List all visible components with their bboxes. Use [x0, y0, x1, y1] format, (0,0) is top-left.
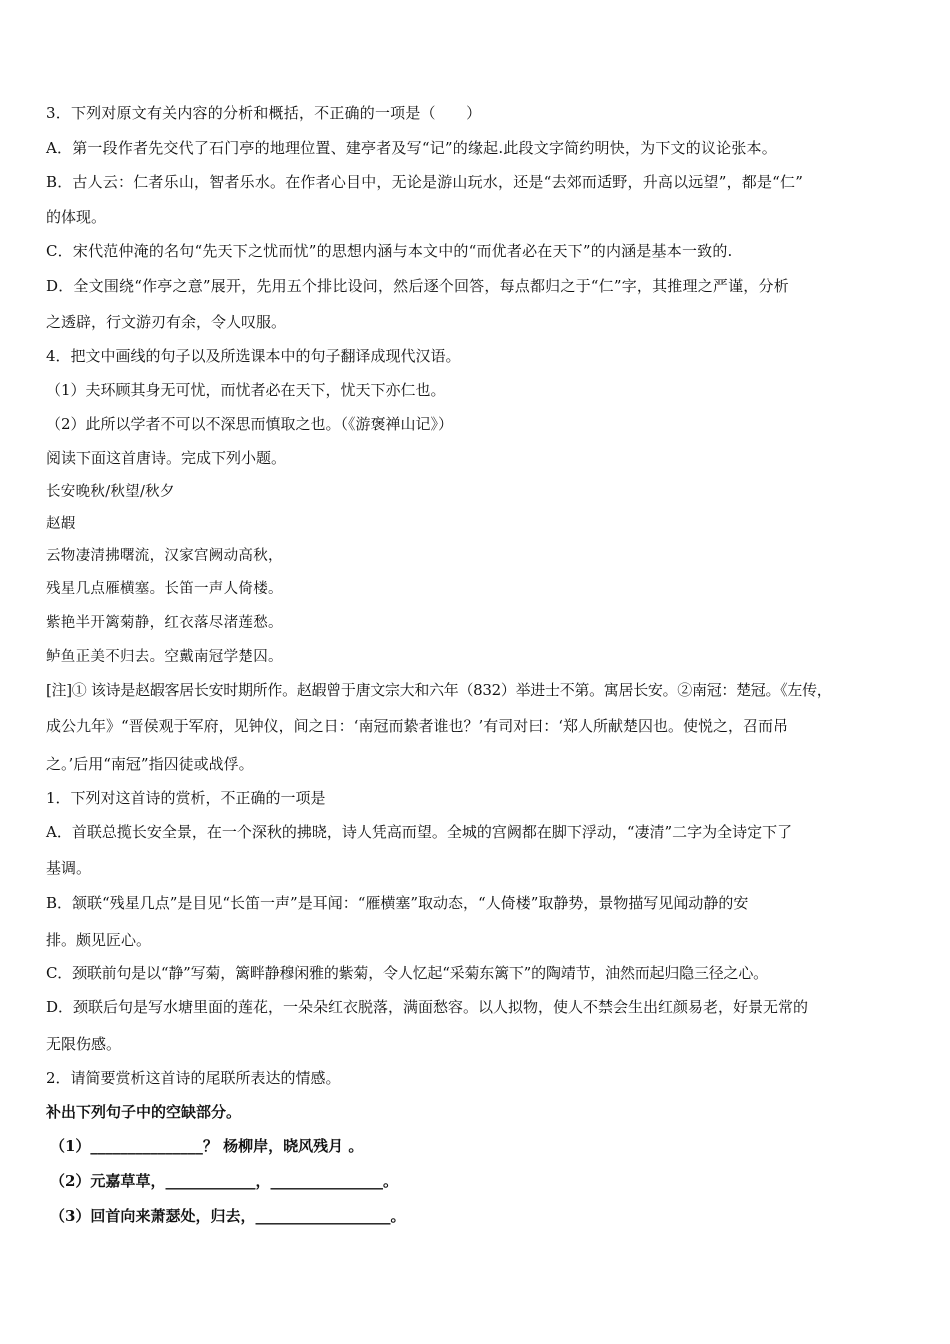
q3-option-d-cont: 之透辟，行文游刃有余，令人叹服。 — [46, 313, 287, 331]
q3-option-d: D．全文围绕“作亭之意”展开，先用五个排比设问，然后逐个回答，每点都归之于“仁”字，其推理之严谨，分析 — [46, 277, 789, 295]
q3-stem: 3．下列对原文有关内容的分析和概括，不正确的一项是（ ） — [46, 104, 482, 122]
fill-item-3: （3）回首向来萧瑟处，归去，__________________。 — [50, 1207, 406, 1225]
q3-option-c: C．宋代范仲淹的名句“先天下之忧而忧”的思想内涵与本文中的“而优者必在天下”的内涵是基本一致的. — [46, 242, 733, 260]
sub1-option-d-cont: 无限伤感。 — [46, 1035, 122, 1053]
poem-line-1: 云物凄清拂曙流，汉家宫阙动高秋， — [46, 548, 283, 564]
sub1-option-a-cont: 基调。 — [46, 859, 92, 877]
sub1-stem: 1．下列对这首诗的赏析，不正确的一项是 — [46, 789, 326, 807]
q4-stem: 4．把文中画线的句子以及所选课本中的句子翻译成现代汉语。 — [46, 347, 461, 365]
poem-title: 长安晚秋/秋望/秋夕 — [46, 484, 175, 500]
sub1-option-b: B．颔联“残星几点”是目见“长笛一声”是耳闻：“雁横塞”取动态，“人倚楼”取静势，景物描写见闻动静的安 — [46, 894, 749, 912]
poem-line-4: 鲈鱼正美不归去。空戴南冠学楚囚。 — [46, 649, 283, 665]
poem-line-3: 紫艳半开篱菊静，红衣落尽渚莲愁。 — [46, 615, 283, 631]
sub1-option-a: A．首联总揽长安全景，在一个深秋的拂晓，诗人凭高而望。全城的宫阙都在脚下浮动，“凄清”二字为全诗定下了 — [46, 823, 793, 841]
poem-note-cont: 成公九年》“晋侯观于军府，见钟仪，间之日：‘南冠而絷者谁也？’有司对曰：‘郑人所献楚囚也。使悦之，召而吊 — [46, 717, 788, 735]
sub1-option-d: D．颈联后句是写水塘里面的莲花，一朵朵红衣脱落，满面愁容。以人拟物，使人不禁会生出红颜易老，好景无常的 — [46, 998, 809, 1016]
q4-sentence-1: （1）夫环顾其身无可忧，而忧者必在天下，忧天下亦仁也。 — [46, 381, 446, 399]
q3-option-b-cont: 的体现。 — [46, 208, 107, 226]
poem-note-end: 之。’后用“南冠”指囚徒或战俘。 — [46, 755, 254, 773]
poem-note: [注]① 该诗是赵嘏客居长安时期所作。赵嘏曾于唐文宗大和六年（832）举进士不第。寓居长安。②南冠：楚冠。《左传， — [46, 681, 832, 699]
sub1-option-b-cont: 排。颇见匠心。 — [46, 931, 152, 949]
q3-option-a: A．第一段作者先交代了石门亭的地理位置、建亭者及写“记”的缘起.此段文字简约明快，为下文的议论张本。 — [46, 139, 777, 157]
poem-author: 赵嘏 — [46, 516, 76, 532]
poem-intro: 阅读下面这首唐诗。完成下列小题。 — [46, 449, 287, 467]
q3-option-b: B．古人云：仁者乐山，智者乐水。在作者心目中，无论是游山玩水，还是“去郊而适野，升高以远望”，都是“仁” — [46, 173, 804, 191]
fill-heading: 补出下列句子中的空缺部分。 — [46, 1103, 242, 1121]
sub1-option-c: C．颈联前句是以“静”写菊，篱畔静穆闲雅的紫菊，令人忆起“采菊东篱下”的陶靖节，油然而起归隐三径之心。 — [46, 964, 768, 982]
fill-item-2: （2）元嘉草草，____________，_______________。 — [50, 1172, 398, 1190]
fill-item-1: （1）_______________？ 杨柳岸，晓风残月 。 — [50, 1137, 364, 1155]
q4-sentence-2: （2）此所以学者不可以不深思而慎取之也。（《游褒禅山记》） — [46, 415, 454, 433]
sub2-stem: 2．请简要赏析这首诗的尾联所表达的情感。 — [46, 1069, 341, 1087]
poem-line-2: 残星几点雁横塞。长笛一声人倚楼。 — [46, 581, 283, 597]
